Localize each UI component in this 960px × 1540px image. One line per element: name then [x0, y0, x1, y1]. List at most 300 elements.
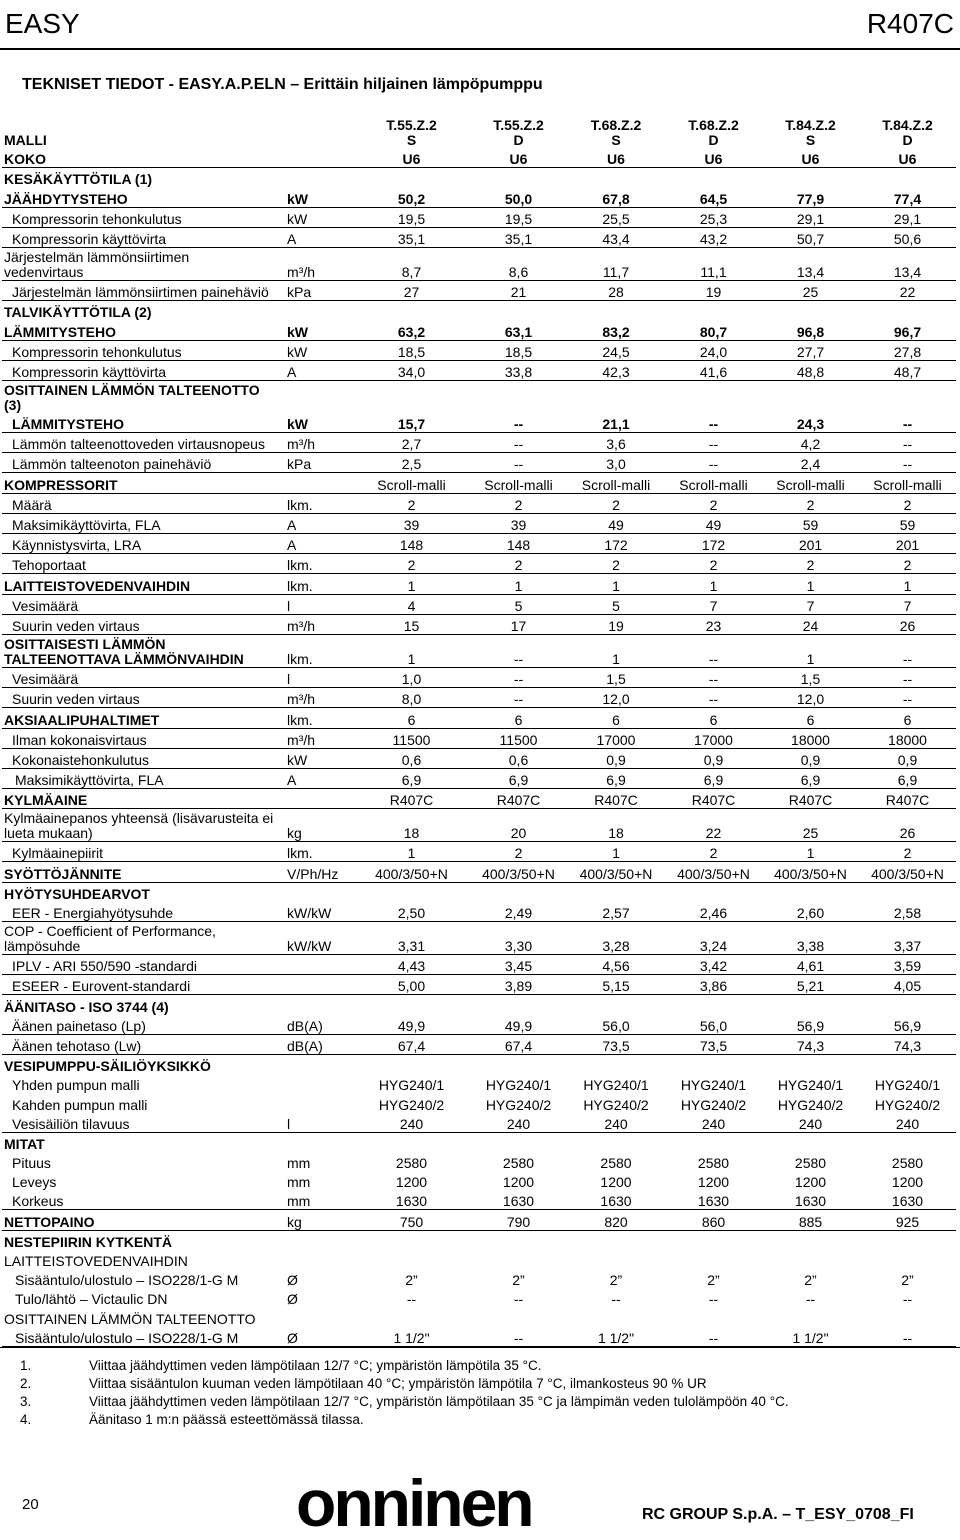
row-value: HYG240/1: [874, 1077, 941, 1094]
row-value: 4,61: [762, 955, 859, 975]
row-value: [762, 995, 859, 1015]
row-value: --: [665, 688, 762, 708]
row-value: 1630: [762, 1190, 859, 1210]
row-value: 48,7: [859, 360, 956, 380]
row-value: T.55.Z.2 D: [493, 117, 544, 148]
row-value: --: [859, 413, 956, 433]
row-unit: mm: [287, 1174, 311, 1191]
table-row: [2, 320, 956, 340]
row-value: HYG240/2: [680, 1096, 747, 1113]
table-row: [2, 1327, 956, 1347]
table-row: [2, 1015, 956, 1035]
document-code: RC GROUP S.p.A. – T_ESY_0708_FI: [642, 1506, 914, 1523]
row-value: [470, 301, 567, 321]
table-row: [2, 708, 956, 728]
row-value: HYG240/2: [874, 1096, 941, 1113]
row-value: 2: [665, 842, 762, 862]
row-value: 240: [353, 1113, 470, 1133]
row-value: 1630: [470, 1190, 567, 1210]
row-unit: A: [287, 360, 353, 380]
row-value: [859, 1230, 956, 1250]
row-value: 56,0: [567, 1015, 665, 1035]
row-value: 2580: [697, 1155, 730, 1172]
row-value: U6: [859, 148, 956, 168]
row-value: [353, 1230, 470, 1250]
table-row: [2, 1132, 956, 1152]
row-value: 148: [353, 534, 470, 554]
row-label: Vesimäärä: [2, 667, 287, 687]
table-row: [2, 728, 956, 748]
row-label: LAITTEISTOVEDENVAIHDIN: [4, 1253, 188, 1269]
row-unit: [287, 148, 353, 168]
row-value: 3,37: [859, 922, 956, 955]
row-value: [353, 1307, 470, 1326]
row-value: 8,0: [353, 688, 470, 708]
row-value: 1: [353, 634, 470, 667]
row-unit: lkm.: [287, 842, 353, 862]
row-value: 0,9: [665, 748, 762, 768]
row-value: 24: [762, 614, 859, 634]
row-label: Äänen tehotaso (Lw): [2, 1034, 287, 1054]
row-value: [470, 380, 567, 413]
row-value: [859, 168, 956, 188]
row-value: [762, 1230, 859, 1250]
row-value: 1200: [891, 1174, 924, 1191]
row-value: 6,9: [859, 768, 956, 788]
row-label: VESIPUMPPU-SÄILIÖYKSIKKÖ: [4, 1058, 211, 1075]
row-value: --: [805, 1291, 816, 1308]
row-unit: lkm.: [287, 493, 353, 513]
row-value: 19,5: [470, 207, 567, 227]
row-value: R407C: [859, 789, 956, 809]
row-label: MALLI: [4, 132, 47, 148]
row-value: 1: [665, 574, 762, 594]
row-value: 50,7: [762, 227, 859, 247]
row-value: 1200: [794, 1174, 827, 1191]
row-value: [567, 995, 665, 1015]
row-value: 29,1: [762, 207, 859, 227]
row-value: 201: [859, 534, 956, 554]
row-value: [470, 995, 567, 1015]
row-value: [567, 882, 665, 902]
row-value: 22: [859, 280, 956, 300]
footnote-number: 3.: [20, 1394, 32, 1409]
row-unit: mm: [287, 1155, 311, 1172]
row-value: 8,6: [470, 247, 567, 280]
row-value: 21: [470, 280, 567, 300]
table-row: [2, 789, 956, 809]
row-value: 39: [470, 513, 567, 533]
row-value: 7: [859, 594, 956, 614]
row-value: 1: [567, 634, 665, 667]
row-value: 41,6: [665, 360, 762, 380]
row-value: [353, 301, 470, 321]
row-value: [567, 1132, 665, 1152]
table-row: [2, 1093, 956, 1112]
row-unit: [287, 882, 353, 902]
row-value: 56,9: [859, 1015, 956, 1035]
row-value: --: [859, 667, 956, 687]
row-value: --: [665, 433, 762, 453]
row-unit: Ø: [287, 1272, 298, 1289]
row-value: [353, 882, 470, 902]
row-label: Kahden pumpun malli: [12, 1096, 148, 1113]
row-value: 1: [567, 574, 665, 594]
row-label: Kompressorin tehonkulutus: [2, 207, 287, 227]
row-value: [665, 995, 762, 1015]
table-row: [2, 1171, 956, 1190]
row-value: R407C: [470, 789, 567, 809]
row-value: 50,6: [859, 227, 956, 247]
row-unit: A: [287, 513, 353, 533]
table-row: [2, 453, 956, 473]
row-value: 48,8: [762, 360, 859, 380]
row-value: 96,7: [859, 320, 956, 340]
row-value: 1: [762, 574, 859, 594]
row-label: NETTOPAINO: [2, 1210, 287, 1230]
table-row: [2, 493, 956, 513]
row-value: 21,1: [567, 413, 665, 433]
table-row: [2, 534, 956, 554]
footnote: [20, 1375, 940, 1393]
row-value: HYG240/2: [378, 1096, 445, 1113]
row-value: 2,57: [567, 902, 665, 922]
row-value: T.84.Z.2 D: [882, 117, 933, 148]
row-value: 17: [470, 614, 567, 634]
row-label: NESTEPIIRIN KYTKENTÄ: [4, 1233, 173, 1250]
row-value: --: [859, 688, 956, 708]
table-row: [2, 1288, 956, 1307]
row-value: 27: [353, 280, 470, 300]
row-value: 2”: [512, 1272, 525, 1289]
row-value: HYG240/2: [777, 1096, 844, 1113]
table-row: [2, 207, 956, 227]
row-value: 23: [665, 614, 762, 634]
row-value: 26: [859, 614, 956, 634]
row-value: 6: [762, 708, 859, 728]
row-label: Suurin veden virtaus: [2, 614, 287, 634]
row-unit: kW/kW: [287, 902, 353, 922]
row-value: [567, 1250, 665, 1269]
row-unit: lkm.: [287, 708, 353, 728]
row-label: ÄÄNITASO - ISO 3744 (4): [4, 998, 169, 1015]
table-row: [2, 280, 956, 300]
row-value: 1,5: [567, 667, 665, 687]
row-value: 400/3/50+N: [470, 862, 567, 882]
row-unit: kW: [287, 207, 353, 227]
row-unit: [287, 301, 353, 321]
row-value: 1630: [665, 1190, 762, 1210]
row-unit: lkm.: [287, 634, 353, 667]
table-row: [2, 1054, 956, 1074]
table-row: [2, 1074, 956, 1093]
row-value: 1: [762, 842, 859, 862]
row-value: --: [611, 1291, 621, 1308]
row-unit: m³/h: [287, 433, 353, 453]
row-value: 34,0: [353, 360, 470, 380]
row-value: HYG240/2: [583, 1096, 649, 1113]
row-value: U6: [470, 148, 567, 168]
row-unit: [287, 975, 353, 995]
row-value: 59: [762, 513, 859, 533]
row-value: 860: [665, 1210, 762, 1230]
row-value: [353, 1250, 470, 1269]
row-value: 28: [567, 280, 665, 300]
row-value: [567, 380, 665, 413]
row-value: 1,0: [353, 667, 470, 687]
row-unit: A: [287, 768, 353, 788]
row-label: KOKO: [2, 148, 287, 168]
row-unit: Ø: [287, 1291, 298, 1308]
page-header: [0, 0, 960, 50]
table-row: [2, 862, 956, 882]
header-product: EASY: [5, 8, 80, 39]
row-value: 18000: [859, 728, 956, 748]
row-value: 24,3: [762, 413, 859, 433]
row-value: [859, 1132, 956, 1152]
row-value: 5,21: [762, 975, 859, 995]
row-value: 400/3/50+N: [859, 862, 956, 882]
row-value: HYG240/1: [583, 1077, 649, 1094]
row-value: 3,28: [567, 922, 665, 955]
row-value: 49: [567, 513, 665, 533]
row-value: 240: [762, 1113, 859, 1133]
row-value: 400/3/50+N: [567, 862, 665, 882]
row-value: 63,1: [470, 320, 567, 340]
row-label: SYÖTTÖJÄNNITE: [2, 862, 287, 882]
row-value: --: [470, 688, 567, 708]
row-label: Vesisäiliön tilavuus: [2, 1113, 287, 1133]
row-label: EER - Energiahyötysuhde: [2, 902, 287, 922]
row-value: 67,8: [567, 187, 665, 207]
row-value: 25,3: [665, 207, 762, 227]
row-value: 6,9: [567, 768, 665, 788]
row-value: R407C: [665, 789, 762, 809]
row-value: [665, 1250, 762, 1269]
row-value: 1 1/2": [353, 1327, 470, 1347]
row-value: 83,2: [567, 320, 665, 340]
row-unit: m³/h: [287, 247, 353, 280]
row-value: [859, 995, 956, 1015]
row-value: U6: [567, 148, 665, 168]
row-unit: [287, 995, 353, 1015]
row-value: 1: [470, 574, 567, 594]
row-value: 6: [859, 708, 956, 728]
row-value: 3,45: [470, 955, 567, 975]
row-value: 2580: [395, 1155, 428, 1172]
row-value: 820: [567, 1210, 665, 1230]
row-value: Scroll-malli: [567, 473, 665, 493]
row-value: 5,00: [353, 975, 470, 995]
row-label: OSITTAISESTI LÄMMÖN TALTEENOTTAVA LÄMMÖNVAIHDIN: [2, 634, 287, 667]
row-value: 0,9: [762, 748, 859, 768]
row-value: --: [470, 413, 567, 433]
row-value: 3,42: [665, 955, 762, 975]
row-label: ESEER - Eurovent-standardi: [2, 975, 287, 995]
row-label: Kylmäainepanos yhteensä (lisävarusteita ei lueta mukaan): [2, 809, 287, 842]
row-value: 64,5: [665, 187, 762, 207]
row-value: Scroll-malli: [762, 473, 859, 493]
row-value: 400/3/50+N: [762, 862, 859, 882]
row-label: KESÄKÄYTTÖTILA (1): [4, 171, 153, 188]
table-row: [2, 842, 956, 862]
document-title: TEKNISET TIEDOT - EASY.A.P.ELN – Erittäin hiljainen lämpöpumppu: [22, 76, 543, 93]
row-value: [353, 995, 470, 1015]
row-label: Järjestelmän lämmönsiirtimen vedenvirtaus: [2, 247, 287, 280]
row-label: JÄÄHDYTYSTEHO: [2, 187, 287, 207]
row-label: KOMPRESSORIT: [2, 473, 287, 493]
row-value: --: [665, 453, 762, 473]
row-value: 8,7: [353, 247, 470, 280]
row-value: --: [665, 1327, 762, 1347]
row-value: 0,9: [567, 748, 665, 768]
row-value: 6,9: [762, 768, 859, 788]
row-unit: [287, 380, 353, 413]
row-unit: kPa: [287, 280, 353, 300]
row-value: [470, 1250, 567, 1269]
table-row: [2, 634, 956, 667]
row-label: Korkeus: [2, 1190, 287, 1210]
row-label: TALVIKÄYTTÖTILA (2): [4, 304, 152, 321]
row-value: 18: [567, 809, 665, 842]
row-value: 2: [470, 554, 567, 574]
row-unit: V/Ph/Hz: [287, 862, 353, 882]
row-value: 11500: [470, 728, 567, 748]
row-unit: kg: [287, 809, 353, 842]
table-row: [2, 809, 956, 842]
row-value: 3,38: [762, 922, 859, 955]
row-unit: l: [287, 594, 353, 614]
row-unit: [287, 1093, 353, 1112]
row-value: 2580: [794, 1155, 827, 1172]
row-value: 1200: [697, 1174, 730, 1191]
row-value: 2,58: [859, 902, 956, 922]
row-value: 1: [353, 574, 470, 594]
row-unit: lkm.: [287, 554, 353, 574]
footnote: [20, 1357, 940, 1375]
row-label: IPLV - ARI 550/590 -standardi: [2, 955, 287, 975]
row-unit: [287, 1250, 353, 1269]
row-value: --: [513, 1291, 524, 1308]
row-value: 25,5: [567, 207, 665, 227]
row-value: 29,1: [859, 207, 956, 227]
row-value: [665, 380, 762, 413]
row-value: 148: [470, 534, 567, 554]
row-value: --: [470, 433, 567, 453]
row-value: 0,9: [859, 748, 956, 768]
table-row: [2, 340, 956, 360]
row-value: 17000: [567, 728, 665, 748]
row-value: 73,5: [665, 1034, 762, 1054]
row-value: 18000: [762, 728, 859, 748]
row-value: [470, 168, 567, 188]
row-label: Vesimäärä: [2, 594, 287, 614]
table-row: [2, 902, 956, 922]
table-row: [2, 116, 956, 148]
row-unit: [287, 1054, 353, 1074]
row-value: [567, 1230, 665, 1250]
table-row: [2, 922, 956, 955]
row-value: 1 1/2": [762, 1327, 859, 1347]
row-label: Maksimikäyttövirta, FLA: [2, 768, 287, 788]
row-value: 96,8: [762, 320, 859, 340]
row-value: T.84.Z.2 S: [785, 117, 836, 148]
row-unit: kW: [287, 748, 353, 768]
footnote-number: 2.: [20, 1376, 32, 1391]
row-value: [859, 882, 956, 902]
table-row: [2, 995, 956, 1015]
row-value: 2: [567, 493, 665, 513]
row-unit: kPa: [287, 453, 353, 473]
table-row: [2, 1210, 956, 1230]
row-unit: m³/h: [287, 614, 353, 634]
row-value: 35,1: [470, 227, 567, 247]
row-label: HYÖTYSUHDEARVOT: [4, 885, 150, 902]
row-label: Tehoportaat: [2, 554, 287, 574]
row-value: 2580: [600, 1155, 632, 1172]
row-value: --: [708, 1291, 719, 1308]
row-value: 2: [859, 554, 956, 574]
row-value: 3,0: [567, 453, 665, 473]
row-unit: [287, 955, 353, 975]
table-row: [2, 554, 956, 574]
row-value: 1200: [502, 1174, 535, 1191]
row-value: 3,30: [470, 922, 567, 955]
row-value: 3,31: [353, 922, 470, 955]
row-value: 1630: [353, 1190, 470, 1210]
row-value: 3,59: [859, 955, 956, 975]
row-value: --: [470, 453, 567, 473]
row-value: 3,6: [567, 433, 665, 453]
row-value: HYG240/1: [680, 1077, 747, 1094]
row-value: 19: [567, 614, 665, 634]
row-value: 74,3: [859, 1034, 956, 1054]
row-value: 2,60: [762, 902, 859, 922]
row-value: 77,4: [859, 187, 956, 207]
row-value: [665, 168, 762, 188]
row-value: 73,5: [567, 1034, 665, 1054]
row-label: Yhden pumpun malli: [12, 1077, 140, 1094]
table-row: [2, 768, 956, 788]
row-value: 18,5: [470, 340, 567, 360]
table-row: [2, 1307, 956, 1326]
row-value: 3,86: [665, 975, 762, 995]
table-row: [2, 975, 956, 995]
row-value: HYG240/1: [378, 1077, 445, 1094]
row-value: 2580: [502, 1155, 535, 1172]
row-value: [665, 1054, 762, 1074]
row-value: [859, 1054, 956, 1074]
spec-table: [2, 116, 956, 1347]
table-row: [2, 1250, 956, 1269]
row-value: 13,4: [762, 247, 859, 280]
row-label: Kylmäainepiirit: [2, 842, 287, 862]
row-value: 4,05: [859, 975, 956, 995]
row-value: 80,7: [665, 320, 762, 340]
table-row: [2, 433, 956, 453]
row-label: Maksimikäyttövirta, FLA: [2, 513, 287, 533]
row-value: 24,0: [665, 340, 762, 360]
row-value: --: [470, 1327, 567, 1347]
row-label: Äänen painetaso (Lp): [2, 1015, 287, 1035]
row-value: 6: [567, 708, 665, 728]
row-unit: l: [287, 1113, 353, 1133]
row-value: 6: [665, 708, 762, 728]
row-value: 6: [353, 708, 470, 728]
row-unit: [287, 789, 353, 809]
footnote-text: Äänitaso 1 m:n päässä esteettömässä tilassa.: [89, 1412, 364, 1427]
row-label: Sisääntulo/ulostulo – ISO228/1-G M: [15, 1272, 239, 1289]
